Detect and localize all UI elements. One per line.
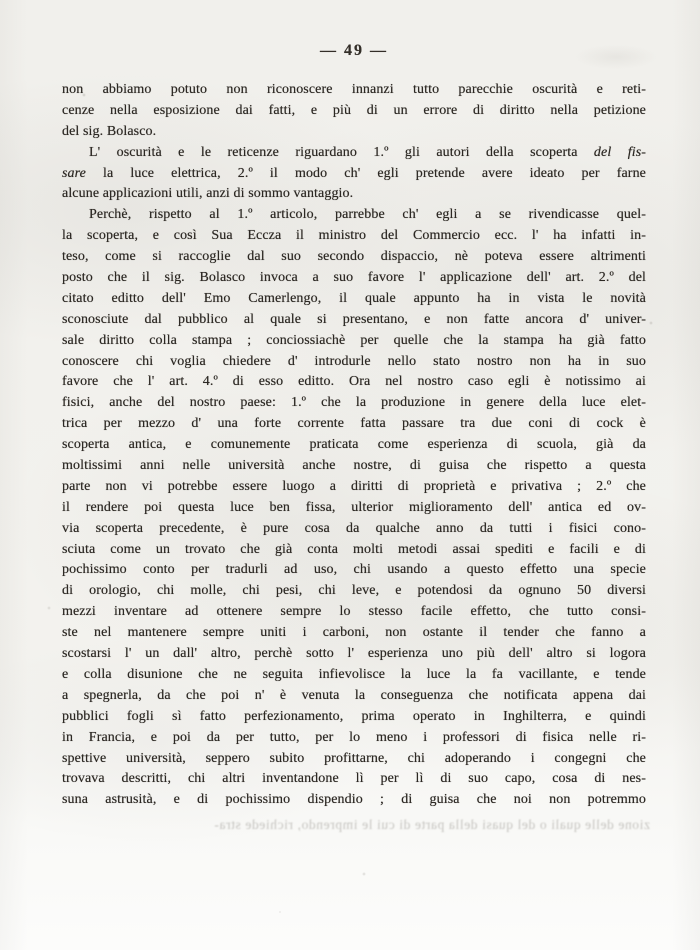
- text-segment: sconosciute dal pubblico al quale si presentano, e non fatte ancora d' univer-: [62, 311, 646, 327]
- text-line: [62, 247, 646, 268]
- text-line: [62, 101, 646, 122]
- text-segment: a spegnerla, da che poi n' è venuta la conseguenza che notificata appena dai: [62, 687, 646, 703]
- text-segment: spettive università, seppero subito profittarne, chi adoperando i congegni che: [62, 750, 646, 766]
- text-segment: pochissimo conto per tradurli ad uso, chi usando a questo effetto una specie: [62, 562, 646, 578]
- text-line: [62, 602, 646, 623]
- text-segment: conoscere chi voglia chiedere d' introdurle nello stato nostro non ha in suo: [62, 353, 646, 369]
- text-line: [62, 393, 646, 414]
- text-line: [62, 623, 646, 644]
- text-line: [62, 122, 646, 143]
- text-segment: la luce elettrica, 2.º il modo ch' egli pretende avere ideato per farne: [86, 165, 646, 181]
- text-segment: e colla disunione che ne seguita infievolisce la luce la fa vacillante, e tende: [62, 666, 646, 682]
- text-line: [62, 665, 646, 686]
- text-line: [62, 372, 646, 393]
- text-line: [62, 686, 646, 707]
- text-segment: trovava descritti, chi altri inventandone lì per lì di suo capo, cosa di nes-: [62, 771, 646, 787]
- text-line: [62, 143, 646, 164]
- text-block: [62, 80, 646, 811]
- text-line: [62, 519, 646, 540]
- text-segment: fisici, anche del nostro paese: 1.º che la produzione in genere della luce elet-: [62, 395, 646, 411]
- text-line: [62, 310, 646, 331]
- text-line: [62, 769, 646, 790]
- text-line: [62, 560, 646, 581]
- text-segment: Perchè, rispetto al 1.º articolo, parrebbe ch' egli a se rivendicasse quel-: [89, 207, 646, 223]
- text-segment: citato editto dell' Emo Camerlengo, il quale appunto ha in vista le novità: [62, 290, 646, 306]
- text-line: [62, 289, 646, 310]
- text-line: [62, 644, 646, 665]
- text-segment: teso, come si raccoglie dal suo secondo dispaccio, nè poteva essere altrimenti: [62, 249, 646, 265]
- text-segment: cenze nella esposizione dai fatti, e più di un errore di diritto nella petizione: [62, 102, 646, 118]
- text-segment: posto che il sig. Bolasco invoca a suo favore l' applicazione dell' art. 2.º del: [62, 270, 646, 286]
- text-segment: il rendere poi questa luce ben fissa, ulterior miglioramento dell' antica ed ov-: [62, 499, 646, 515]
- text-segment: sciuta come un trovato che già conta molti metodi assai spediti e facili e di: [62, 541, 646, 557]
- text-segment: ste nel mantenere sempre uniti i carboni, non ostante il tender che fanno a: [62, 625, 646, 641]
- text-line: [62, 205, 646, 226]
- text-segment: in Francia, e poi da per tutto, per lo meno i professori di fisica nelle ri-: [62, 729, 646, 745]
- text-line: [62, 164, 646, 185]
- text-segment: di orologio, chi molle, chi pesi, chi leve, e potendosi da ognuno 50 diversi: [62, 583, 646, 599]
- text-line: [62, 414, 646, 435]
- page-number: — 49 —: [320, 42, 388, 59]
- text-segment: moltissimi anni nelle università anche nostre, di guisa che rispetto a questa: [62, 458, 646, 474]
- text-segment: sale diritto colla stampa ; conciossiachè per quelle che la stampa ha già fatto: [62, 332, 646, 348]
- text-segment: trica per mezzo d' una forte corrente fatta passare tra due coni di cock è: [62, 416, 646, 432]
- italic-text-segment: sare: [62, 165, 86, 181]
- text-line: [62, 226, 646, 247]
- text-segment: mezzi inventare ad ottenere sempre lo stesso facile effetto, che tutto consi-: [62, 604, 646, 620]
- text-line: [62, 477, 646, 498]
- text-line: [62, 435, 646, 456]
- text-line: [62, 80, 646, 101]
- text-segment: pubblici fogli sì fatto perfezionamento, prima operato in Inghilterra, e quindi: [62, 708, 646, 724]
- text-line: [62, 707, 646, 728]
- text-segment: la scoperta, e così Sua Eccza il ministro del Commercio ecc. l' ha infatti in-: [62, 228, 646, 244]
- text-line: [62, 728, 646, 749]
- text-line: [62, 331, 646, 352]
- text-line: [62, 498, 646, 519]
- text-line: [62, 456, 646, 477]
- text-segment: scostarsi l' un dall' altro, perchè sotto l' esperienza uno più dell' altro si logora: [62, 646, 646, 662]
- text-segment: via scoperta precedente, è pure cosa da qualche anno da tutti i fisici cono-: [62, 520, 646, 536]
- text-line: [62, 790, 646, 811]
- text-line: [62, 581, 646, 602]
- italic-text-segment: del fis-: [593, 144, 646, 160]
- text-segment: del sig. Bolasco.: [62, 123, 157, 139]
- text-segment: scoperta antica, e comunemente praticata come esperienza di scuola, già da: [62, 437, 646, 453]
- bleed-through-text: zione delle quali o del quasi della parte di cui le imprendo, richiede stra-: [213, 817, 650, 832]
- text-line: [62, 352, 646, 373]
- text-line: [62, 540, 646, 561]
- text-line: [62, 184, 646, 205]
- text-segment: favore che l' art. 4.º di esso editto. Ora nel nostro caso egli è notissimo ai: [62, 374, 646, 390]
- text-segment: non abbiamo potuto non riconoscere innanzi tutto parecchie oscurità e reti-: [62, 82, 646, 97]
- text-segment: parte non vi potrebbe essere luogo a diritti di proprietà e privativa ; 2.º che: [62, 478, 646, 494]
- text-segment: suna astrusità, e di pochissimo dispendio ; di guisa che noi non potremmo: [62, 792, 646, 808]
- text-line: [62, 268, 646, 289]
- text-segment: alcune applicazioni utili, anzi di sommo vantaggio.: [62, 186, 354, 202]
- text-line: [62, 749, 646, 770]
- text-segment: L' oscurità e le reticenze riguardano 1.º gli autori della scoperta: [89, 144, 594, 160]
